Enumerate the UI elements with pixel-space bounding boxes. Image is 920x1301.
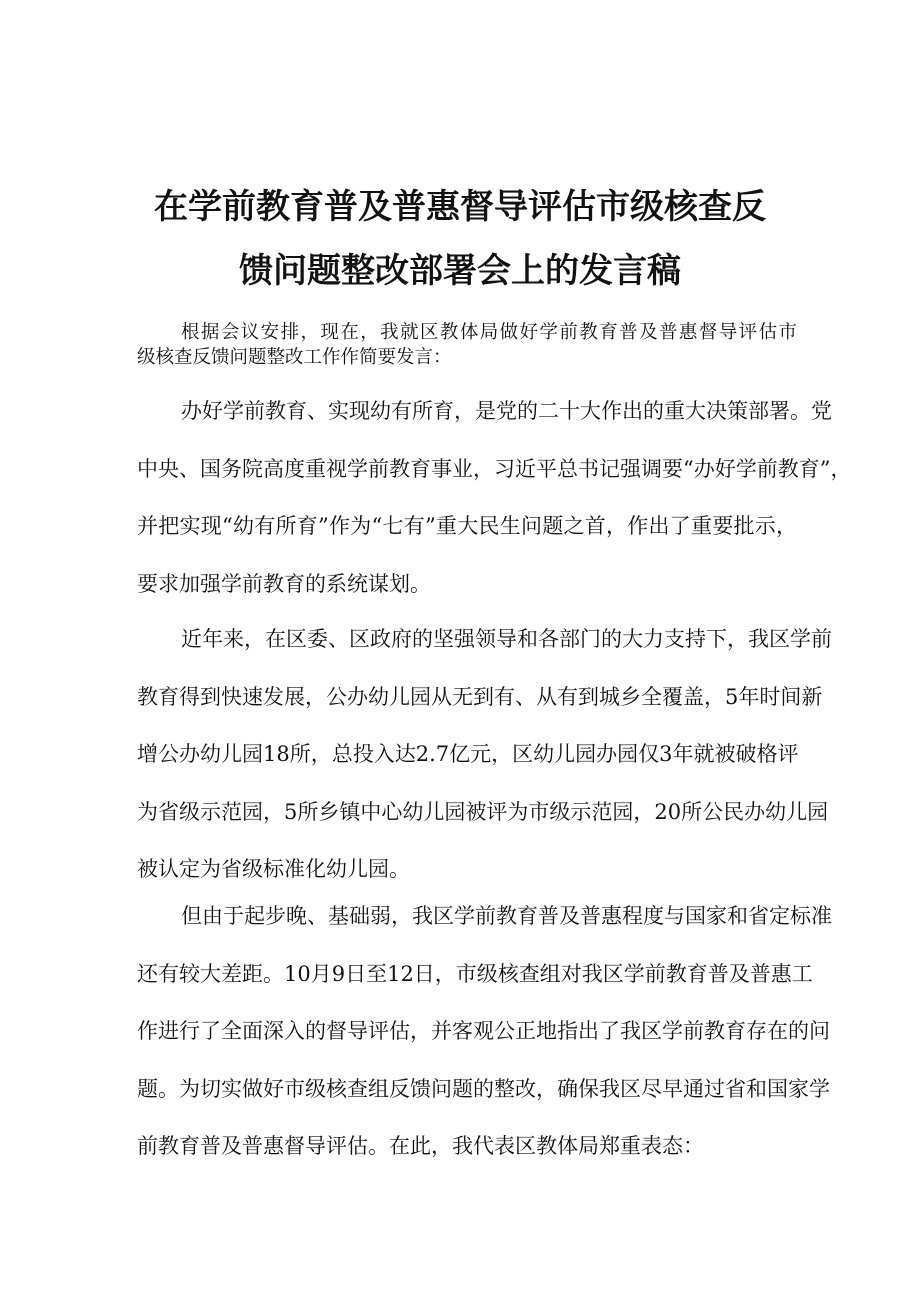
document-title-line-2: 馈问题整改部署会上的发言稿 [239,251,681,291]
paragraph-line: 级核查反馈问题整改工作作简要发言： [137,347,452,368]
paragraph-line: 并把实现“幼有所育”作为“七有”重大民生问题之首，作出了重要批示， [137,514,797,539]
body-paragraph-3 [137,888,832,1176]
paragraph-line: 增公办幼儿园18所，总投入达2.7亿元，区幼儿园办园仅3年就被破格评 [137,742,799,767]
paragraph-line: 中央、国务院高度重视学前教育事业，习近平总书记强调要“办好学前教育”， [137,456,852,481]
paragraph-line: 近年来，在区委、区政府的坚强领导和各部门的大力支持下，我区学前 [181,627,832,651]
document-title-line-1: 在学前教育普及普惠督导评估市级核查反 [154,187,766,227]
body-paragraph-2 [137,611,832,899]
paragraph-line: 根据会议安排，现在，我就区教体局做好学前教育普及普惠督导评估市 [181,322,797,343]
body-paragraph-1 [137,383,852,613]
paragraph-line: 办好学前教育、实现幼有所育，是党的二十大作出的重大决策部署。党 [181,399,832,423]
paragraph-line: 题。为切实做好市级核查组反馈问题的整改，确保我区尽早通过省和国家学 [137,1076,830,1101]
paragraph-line: 还有较大差距。10月9日至12日，市级核查组对我区学前教育普及普惠工 [137,961,813,986]
paragraph-line: 作进行了全面深入的督导评估，并客观公正地指出了我区学前教育存在的问 [137,1019,830,1044]
paragraph-line: 为省级示范园，5所乡镇中心幼儿园被评为市级示范园，20所公民办幼儿园 [137,799,829,824]
paragraph-line: 要求加强学前教育的系统谋划。 [137,571,431,596]
paragraph-line: 教育得到快速发展，公办幼儿园从无到有、从有到城乡全覆盖，5年时间新 [137,684,823,709]
paragraph-line: 但由于起步晚、基础弱，我区学前教育普及普惠程度与国家和省定标准 [181,904,832,928]
paragraph-line: 前教育普及普惠督导评估。在此，我代表区教体局郑重表态： [137,1134,704,1159]
paragraph-line: 被认定为省级标准化幼儿园。 [137,857,410,882]
intro-paragraph [137,320,797,370]
